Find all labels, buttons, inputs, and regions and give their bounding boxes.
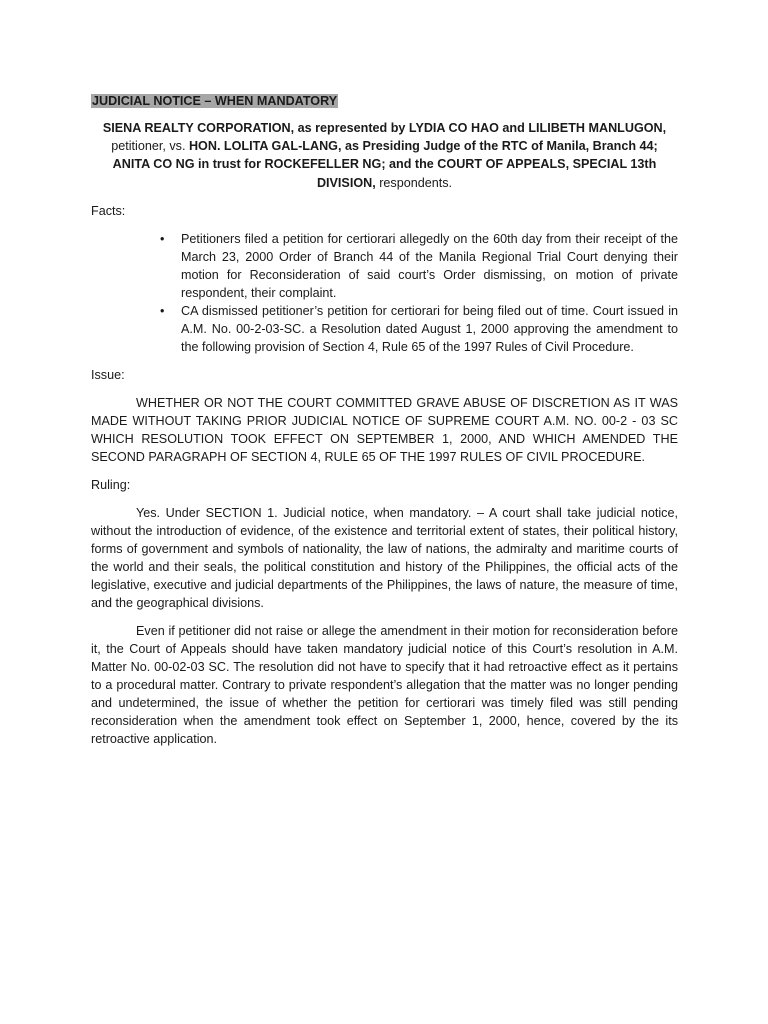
facts-list-item — [91, 302, 678, 356]
caption-respondents-role: respondents. — [375, 175, 453, 190]
fact-text: Petitioners filed a petition for certiorari allegedly on the 60th day from their receipt of the March 23, 2000 Order of Branch 44 of the Manila Regional Trial Court denying their motion for Reconsideration of said court’s Order dismissing, on motion of private respondent, their complaint. — [181, 231, 678, 300]
document-body — [91, 93, 678, 758]
ruling-paragraph: Yes. Under SECTION 1. Judicial notice, when mandatory. – A court shall take judicial notice, without the introduction of evidence, of the existence and territorial extent of states, their political history, forms of government and symbols of nationality, the law of nations, the admiralty and maritime courts of the world and their seals, the political constitution and history of the Philippines, the official acts of the legislative, executive and judicial departments of the Philippines, the laws of nature, the measure of time, and the geographical divisions. — [91, 505, 678, 610]
facts-label: Facts: — [91, 203, 126, 218]
caption-respondents: HON. LOLITA GAL-LANG, as Presiding Judge of the RTC of Manila, Branch 44; ANITA CO NG in trust for ROCKEFELLER NG; and the COURT OF APPEALS, SPECIAL 13th DIVISION, — [112, 139, 658, 190]
facts-list — [91, 230, 678, 356]
bullet-icon: • — [160, 303, 165, 318]
ruling-paragraph: Even if petitioner did not raise or allege the amendment in their motion for reconsideration before it, the Court of Appeals should have taken mandatory judicial notice of this Court’s resolution in A.M. Matter No. 00-02-03 SC. The resolution did not have to specify that it had retroactive effect as it pertains to a procedural matter. Contrary to private respondent’s allegation that the matter was no longer pending and undetermined, the issue of whether the petition for certiorari was timely filed was still pending reconsideration when the amendment took effect on September 1, 2000, hence, covered by the its retroactive application. — [91, 623, 678, 746]
caption-petitioner: SIENA REALTY CORPORATION, as represented by LYDIA CO HAO and LILIBETH MANLUGON, — [102, 121, 667, 135]
bullet-icon: • — [160, 231, 165, 246]
fact-text: CA dismissed petitioner’s petition for certiorari for being filed out of time. Court issued in A.M. No. 00-2-03-SC. a Resolution dated August 1, 2000 approving the amendment to the following provision of Section 4, Rule 65 of the 1997 Rules of Civil Procedure. — [181, 303, 678, 354]
issue-text: WHETHER OR NOT THE COURT COMMITTED GRAVE ABUSE OF DISCRETION AS IT WAS MADE WITHOUT TAKING PRIOR JUDICIAL NOTICE OF SUPREME COURT A.M. NO. 00-2 - 03 SC WHICH RESOLUTION TOOK EFFECT ON SEPTEMBER 1, 2000, AND WHICH AMENDED THE SECOND PARAGRAPH OF SECTION 4, RULE 65 OF THE 1997 RULES OF CIVIL PROCEDURE. — [91, 395, 678, 464]
document-heading — [91, 93, 678, 109]
case-caption — [91, 119, 678, 192]
caption-petitioner-role: petitioner, vs. — [111, 139, 189, 154]
highlighted-heading-text: JUDICIAL NOTICE – WHEN MANDATORY — [92, 94, 338, 108]
facts-list-item — [91, 230, 678, 302]
issue-label: Issue: — [91, 367, 125, 382]
ruling-label: Ruling: — [91, 477, 131, 492]
